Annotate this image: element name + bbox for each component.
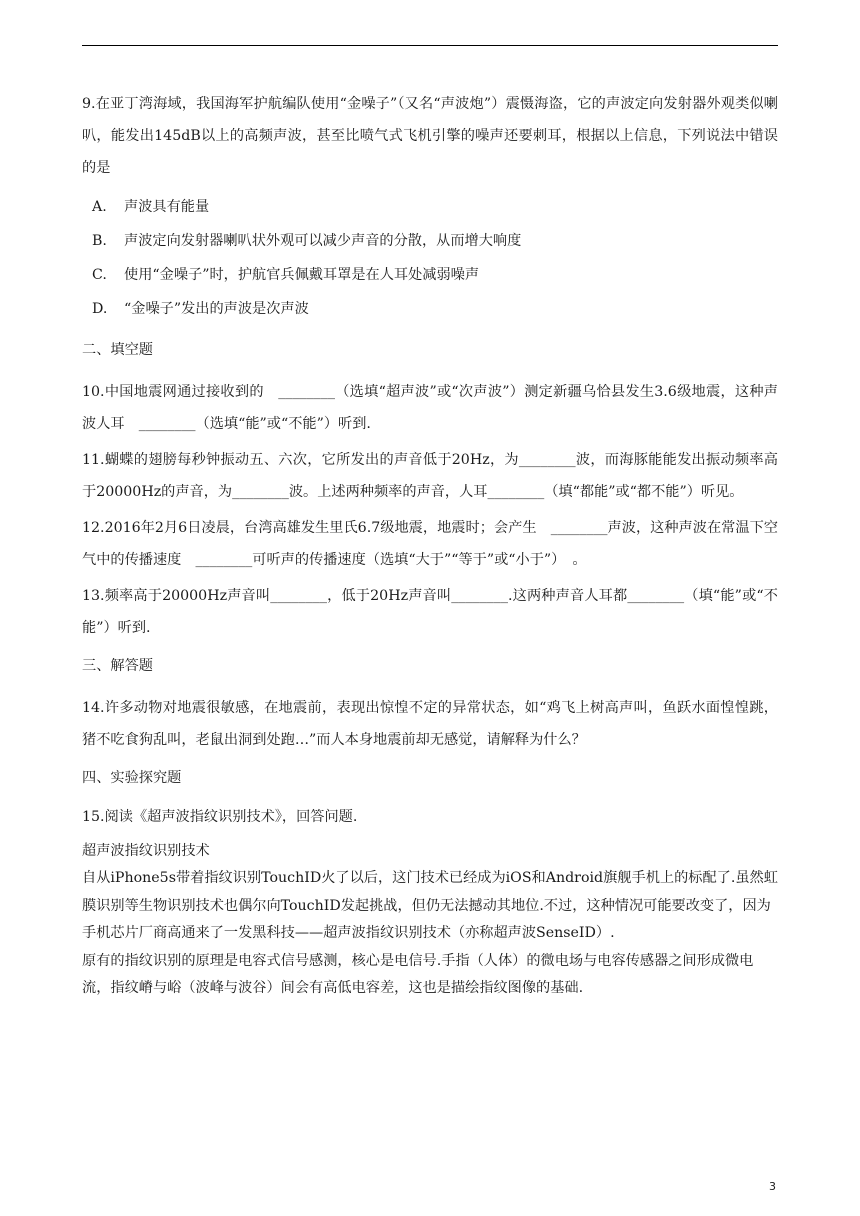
option-letter: A. — [92, 199, 107, 215]
option-b — [92, 224, 778, 258]
header-rule — [82, 45, 778, 46]
section-heading-answer: 三、解答题 — [82, 658, 153, 674]
question-9-options — [92, 190, 778, 326]
section-heading-fill-in: 二、填空题 — [82, 342, 153, 358]
section-heading-experiment: 四、实验探究题 — [82, 770, 182, 786]
page-number: 3 — [769, 1180, 776, 1193]
option-c — [92, 258, 778, 292]
option-letter: B. — [92, 233, 107, 249]
option-text: 声波定向发射器喇叭状外观可以减少声音的分散，从而增大响度 — [124, 233, 522, 249]
option-text: 声波具有能量 — [124, 199, 210, 215]
article-paragraph-1: 自从iPhone5s带着指纹识别TouchID火了以后，这门技术已经成为iOS和Android旗舰手机上的标配了.虽然虹膜识别等生物识别技术也偶尔向TouchID发起挑战，但仍无法撼动其地位.不过，这种情况可能要改变了，因为手机芯片厂商高通来了一发黑科技——超声波指纹识别技术（亦称超声波SenseID）. — [82, 870, 778, 941]
question-11: 11.蝴蝶的翅膀每秒钟振动五、六次，它所发出的声音低于20Hz，为________波，而海豚能能发出振动频率高于20000Hz的声音，为________波。上述两种频率的声音，人耳________（填“都能”或“都不能”）听见。 — [82, 452, 778, 500]
page-content — [82, 88, 778, 1003]
question-15-stem: 15.阅读《超声波指纹识别技术》，回答问题. — [82, 809, 358, 825]
option-text: 使用“金噪子”时，护航官兵佩戴耳罩是在人耳处减弱噪声 — [124, 267, 480, 283]
article-title: 超声波指纹识别技术 — [82, 842, 210, 859]
question-10: 10.中国地震网通过接收到的 ________（选填“超声波”或“次声波”）测定新疆乌恰县发生3.6级地震，这种声波人耳 ________（选填“能”或“不能”）听到. — [82, 384, 778, 432]
question-9-stem: 9.在亚丁湾海域，我国海军护航编队使用“金噪子”（又名“声波炮”）震慑海盗，它的声波定向发射器外观类似喇叭，能发出145dB以上的高频声波，甚至比喷气式飞机引擎的噪声还要刺耳，根据以上信息，下列说法中错误的是 — [82, 96, 778, 176]
question-13: 13.频率高于20000Hz声音叫________，低于20Hz声音叫________.这两种声音人耳都________（填“能”或“不能”）听到. — [82, 588, 778, 636]
question-14: 14.许多动物对地震很敏感，在地震前，表现出惊惶不定的异常状态，如“鸡飞上树高声叫，鱼跃水面惶惶跳，猪不吃食狗乱叫，老鼠出洞到处跑…”而人本身地震前却无感觉，请解释为什么？ — [82, 700, 778, 748]
option-text: “金噪子”发出的声波是次声波 — [124, 301, 309, 317]
option-letter: D. — [92, 301, 108, 317]
article-paragraph-2: 原有的指纹识别的原理是电容式信号感测，核心是电信号.手指（人体）的微电场与电容传感器之间形成微电流，指纹嵴与峪（波峰与波谷）间会有高低电容差，这也是描绘指纹图像的基础. — [82, 952, 754, 996]
option-d — [92, 292, 778, 326]
question-12: 12.2016年2月6日凌晨，台湾高雄发生里氏6.7级地震，地震时；会产生 ________声波，这种声波在常温下空气中的传播速度 ________可听声的传播速度（选填“大于”“等于”或“小于”） 。 — [82, 520, 778, 568]
option-letter: C. — [92, 267, 107, 283]
option-a — [92, 190, 778, 224]
